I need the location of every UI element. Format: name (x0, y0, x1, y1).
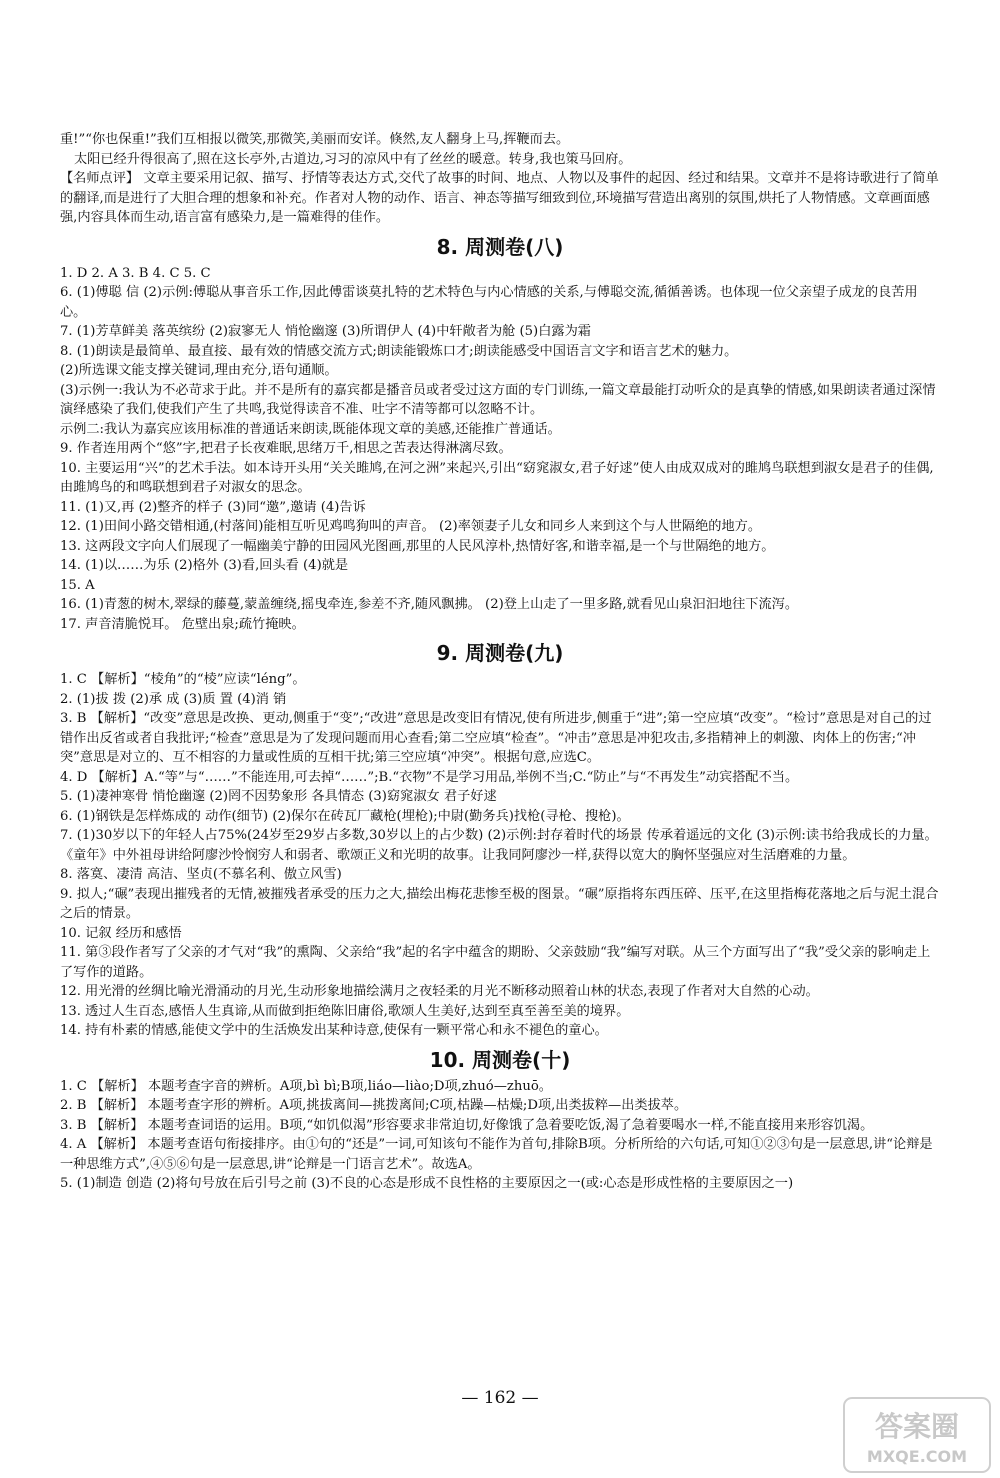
answer-line: 8. 落寞、凄清 高洁、坚贞(不慕名利、傲立风雪) (60, 867, 342, 882)
answer-line: 10. 主要运用“兴”的艺术手法。如本诗开头用“关关雎鸠,在河之洲”来起兴,引出“窈窕淑女,君子好逑”使人由成双成对的雎鸠鸟联想到淑女是君子的佳偶,由雎鸠鸟的和鸣联想到君子对淑女的思念。 (60, 460, 934, 495)
answer-line: 12. (1)田间小路交错相通,(村落间)能相互听见鸡鸣狗叫的声音。 (2)率领妻子儿女和同乡人来到这个与人世隔绝的地方。 (60, 519, 762, 534)
answer-line: 6. (1)钢铁是怎样炼成的 动作(细节) (2)保尔在砖瓦厂藏枪(埋枪);中尉(勤务兵)找枪(寻枪、搜枪)。 (60, 808, 630, 824)
answer-line: 6. (1)傅聪 信 (2)示例:傅聪从事音乐工作,因此傅雷谈莫扎特的艺术特色与内心情感的关系,与傅聪交流,循循善诱。也体现一位父亲望子成龙的良苦用心。 (60, 285, 918, 320)
answer-line: 14. (1)以……为乐 (2)格外 (3)看,回头看 (4)就是 (60, 558, 349, 573)
answer-line: (3)示例一:我认为不必苛求于此。并不是所有的嘉宾都是播音员或者受过这方面的专门训练,一篇文章最能打动听众的是真挚的情感,如果朗读者通过深情演绎感染了我们,使我们产生了共鸣,我觉得读音不准、吐字不清等都可以忽略不计。 (60, 382, 936, 417)
answer-line: 13. 透过人生百态,感悟人生真谛,从而做到拒绝陈旧庸俗,歌颂人生美好,达到至真至善至美的境界。 (60, 1003, 630, 1019)
answer-line: 4. D 【解析】A.“等”与“……”不能连用,可去掉“……”;B.“衣物”不是学习用品,举例不当;C.“防止”与“不再发生”动宾搭配不当。 (60, 769, 799, 785)
answer-line: 9. 拟人;“碾”表现出摧残者的无情,被摧残者承受的压力之大,描绘出梅花悲惨至极的图景。“碾”原指将东西压碎、压平,在这里指梅花落地之后与泥土混合之后的情景。 (60, 886, 939, 921)
answer-line: 3. B 【解析】“改变”意思是改换、更动,侧重于“变”;“改进”意思是改变旧有情况,使有所进步,侧重于“进”;第一空应填“改变”。“检讨”意思是对自己的过错作出反省或者自我批评;“检查”意思是为了发现问题而用心查看;第二空应填“检查”。“冲击”意思是冲犯攻击,多指精神上的刺激、肉体上的伤害;“冲突”意思是对立的、互不相容的力量或性质的互相干扰;第三空应填“冲突”。根据句意,应选C。 (60, 711, 932, 765)
section-title: 10. 周测卷(十) (429, 1047, 571, 1072)
passage-line: 太阳已经升得很高了,照在这长亭外,古道边,习习的凉风中有了丝丝的暖意。转身,我也策马回府。 (74, 151, 632, 167)
watermark-text: 答案圈 (874, 1410, 960, 1443)
answer-line: 1. C 【解析】“棱角”的“棱”应读“léng”。 (60, 672, 306, 687)
page-number: — 162 — (461, 1388, 539, 1408)
answer-line: 12. 用光滑的丝绸比喻光滑涌动的月光,生动形象地描绘满月之夜轻柔的月光不断移动照着山林的状态,表现了作者对大自然的心动。 (60, 984, 819, 999)
teacher-comment: 【名师点评】 文章主要采用记叙、描写、抒情等表达方式,交代了故事的时间、地点、人物以及事件的起因、经过和结果。文章并不是将诗歌进行了简单的翻译,而是进行了大胆合理的想象和补充。作者对人物的动作、语言、神态等描写细致到位,环境描写营造出离别的氛围,烘托了人物情感。文章画面感强,内容具体而生动,语言富有感染力,是一篇难得的佳作。 (60, 171, 939, 225)
answer-line: 15. A (60, 577, 95, 593)
answer-line: 9. 作者连用两个“悠”字,把君子长夜难眠,思绪万千,相思之苦表达得淋漓尽致。 (60, 441, 512, 456)
answer-line: 1. C 【解析】 本题考查字音的辨析。A项,bì bì;B项,liáo—liào;D项,zhuó—zhuō。 (60, 1078, 552, 1094)
answer-line: 7. (1)芳草鲜美 落英缤纷 (2)寂寥无人 悄怆幽邃 (3)所谓伊人 (4)中轩敞者为舱 (5)白露为霜 (60, 324, 591, 339)
passage-line: 重!”“你也保重!”我们互相报以微笑,那微笑,美丽而安详。倏然,友人翻身上马,挥鞭而去。 (60, 132, 570, 147)
answer-page (60, 130, 940, 1194)
answer-line: 8. (1)朗读是最简单、最直接、最有效的情感交流方式;朗读能锻炼口才;朗读能感受中国语言文字和语言艺术的魅力。 (60, 343, 738, 359)
watermark-logo (842, 1396, 992, 1474)
answer-line: 7. (1)30岁以下的年轻人占75%(24岁至29岁占多数,30岁以上的占少数) (2)示例:封存着时代的场景 传承着遥远的文化 (3)示例:读书给我成长的力量。《童年》中外祖母讲给阿廖沙怜悯穷人和弱者、歌颂正义和光明的故事。让我同阿廖沙一样,获得以宽大的胸怀坚强应对生活磨难的力量。 (60, 828, 938, 863)
answer-line: 13. 这两段文字向人们展现了一幅幽美宁静的田园风光图画,那里的人民风淳朴,热情好客,和谐幸福,是一个与世隔绝的地方。 (60, 538, 775, 554)
answer-line: 示例二:我认为嘉宾应该用标准的普通话来朗读,既能体现文章的美感,还能推广普通话。 (60, 421, 561, 437)
section-title: 9. 周测卷(九) (436, 641, 564, 665)
answer-line: 2. (1)拔 拨 (2)承 成 (3)质 置 (4)消 销 (60, 691, 287, 707)
answer-line: (2)所选课文能支撑关键词,理由充分,语句通顺。 (60, 363, 338, 378)
answer-line: 3. B 【解析】 本题考查词语的运用。B项,“如饥似渴”形容要求非常迫切,好像饿了急着要吃饭,渴了急着要喝水一样,不能直接用来形容饥渴。 (60, 1117, 874, 1133)
section-9 (60, 638, 940, 1041)
section-title: 8. 周测卷(八) (436, 234, 564, 259)
section-10 (60, 1045, 940, 1194)
answer-line: 17. 声音清脆悦耳。 危壁出泉;疏竹掩映。 (60, 616, 305, 632)
answer-line: 14. 持有朴素的情感,能使文学中的生活焕发出某种诗意,使保有一颗平常心和永不褪色的童心。 (60, 1023, 608, 1038)
section-8 (60, 232, 940, 635)
answer-line: 5. (1)制造 创造 (2)将句号放在后引号之前 (3)不良的心态是形成不良性格的主要原因之一(或:心态是形成性格的主要原因之一) (60, 1176, 794, 1191)
top-passage (60, 130, 940, 228)
answer-line: 11. (1)又,再 (2)整齐的样子 (3)同“邀”,邀请 (4)告诉 (60, 499, 366, 515)
answer-line: 16. (1)青葱的树木,翠绿的藤蔓,蒙盖缠绕,摇曳牵连,参差不齐,随风飘拂。 (2)登上山走了一里多路,就看见山泉汩汩地往下流泻。 (60, 597, 799, 612)
answer-line: 4. A 【解析】 本题考查语句衔接排序。由①句的“还是”一词,可知该句不能作为首句,排除B项。分析所给的六句话,可知①②③句是一层意思,讲“论辩是一种思维方式”,④⑤⑥句是一层意思,讲“论辩是一门语言艺术”。故选A。 (60, 1137, 933, 1172)
watermark-site: MXQE.COM (866, 1447, 968, 1466)
answer-line: 2. B 【解析】 本题考查字形的辨析。A项,挑拔离间—挑拨离间;C项,枯躁—枯燥;D项,出类拔粹—出类拔萃。 (60, 1098, 688, 1113)
answer-line: 1. D 2. A 3. B 4. C 5. C (60, 265, 211, 281)
answer-line: 10. 记叙 经历和感悟 (60, 925, 182, 941)
answer-line: 5. (1)凄神寒骨 悄怆幽邃 (2)罔不因势象形 各具情态 (3)窈窕淑女 君子好逑 (60, 789, 497, 804)
answer-line: 11. 第③段作者写了父亲的才气对“我”的熏陶、父亲给“我”起的名字中蕴含的期盼、父亲鼓励“我”编写对联。从三个方面写出了“我”受父亲的影响走上了写作的道路。 (60, 945, 931, 980)
